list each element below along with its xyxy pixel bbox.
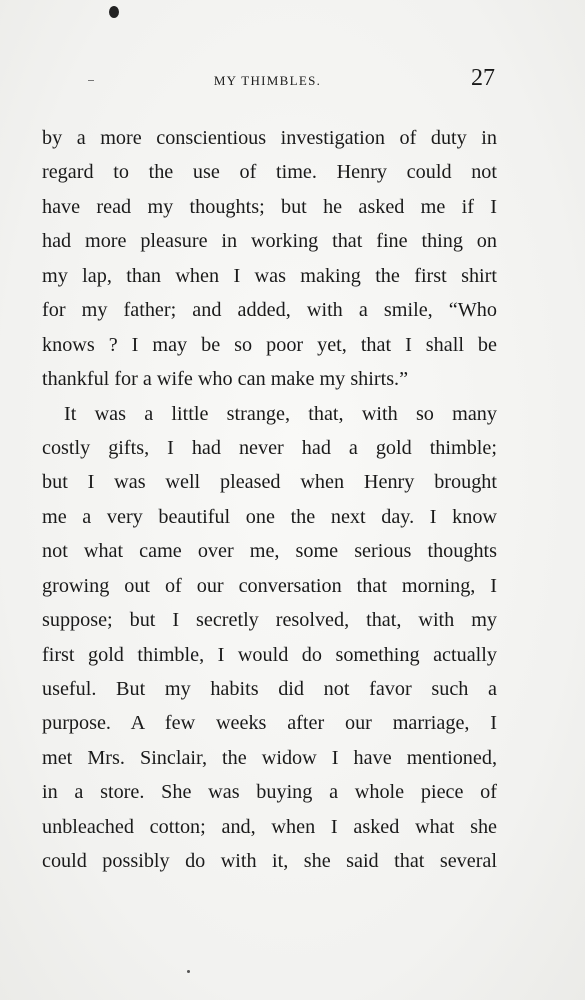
text-line: met Mrs. Sinclair, the widow I have mentioned, bbox=[42, 746, 497, 769]
text-line: but I was well pleased when Henry brought bbox=[42, 471, 497, 494]
text-line: for my father; and added, with a smile, “Who bbox=[42, 299, 497, 322]
text-line: thankful for a wife who can make my shirts.” bbox=[42, 368, 409, 391]
page-speck bbox=[187, 970, 190, 973]
text-line: have read my thoughts; but he asked me if I bbox=[42, 195, 497, 218]
body-text bbox=[42, 121, 497, 879]
text-line: suppose; but I secretly resolved, that, with my bbox=[42, 609, 497, 632]
text-line: had more pleasure in working that fine thing on bbox=[42, 230, 497, 253]
text-line: in a store. She was buying a whole piece of bbox=[42, 781, 497, 804]
paragraph-first-line: It was a little strange, that, with so many bbox=[64, 402, 497, 425]
text-line: my lap, than when I was making the first shirt bbox=[42, 264, 497, 287]
text-line: regard to the use of time. Henry could not bbox=[42, 161, 497, 184]
text-line: useful. But my habits did not favor such a bbox=[42, 678, 497, 700]
text-line: not what came over me, some serious thoughts bbox=[42, 540, 497, 563]
text-line: could possibly do with it, she said that several bbox=[42, 850, 497, 873]
text-line: by a more conscientious investigation of duty in bbox=[42, 127, 497, 149]
text-line: growing out of our conversation that morning, I bbox=[42, 574, 497, 597]
ink-blot bbox=[109, 6, 119, 18]
page-header bbox=[40, 64, 495, 100]
text-line: knows ? I may be so poor yet, that I shall be bbox=[42, 333, 497, 356]
page-number: 27 bbox=[471, 65, 495, 91]
text-line: unbleached cotton; and, when I asked what she bbox=[42, 815, 497, 838]
text-line: first gold thimble, I would do something actually bbox=[42, 643, 497, 666]
running-title: MY THIMBLES. bbox=[213, 73, 322, 88]
text-line: me a very beautiful one the next day. I know bbox=[42, 505, 497, 528]
text-line: costly gifts, I had never had a gold thimble; bbox=[42, 436, 497, 459]
text-line: purpose. A few weeks after our marriage, I bbox=[42, 712, 497, 735]
